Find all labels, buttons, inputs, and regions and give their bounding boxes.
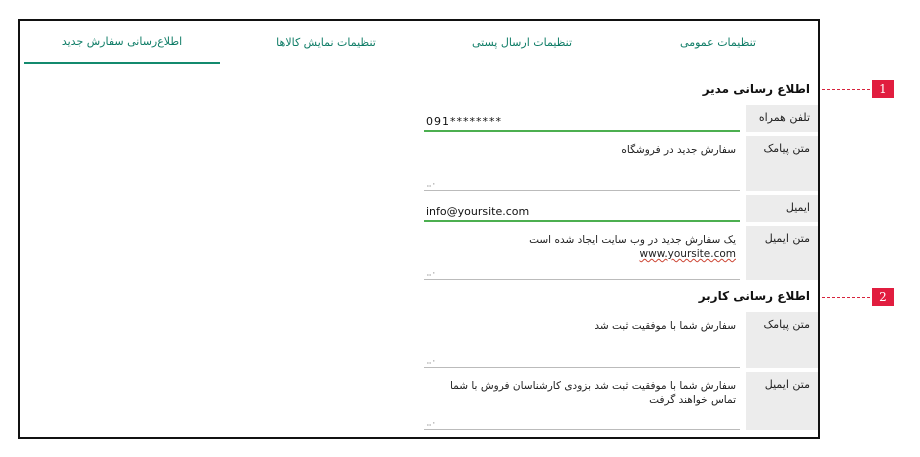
tab-product-display-settings[interactable]: تنظیمات نمایش کالاها bbox=[276, 35, 376, 49]
resize-handle-icon[interactable]: ⣀⠄ bbox=[426, 417, 438, 426]
admin-email-row bbox=[424, 195, 818, 222]
admin-email-text-row bbox=[424, 226, 818, 280]
tab-general-settings[interactable]: تنظیمات عمومی bbox=[680, 35, 756, 49]
callout-badge-1: 1 bbox=[872, 80, 894, 98]
user-sms-text: سفارش شما با موفقیت ثبت شد bbox=[594, 320, 736, 332]
tab-new-order-notification[interactable]: اطلاع‌رسانی سفارش جدید bbox=[24, 21, 220, 64]
email-text-label: متن ایمیل bbox=[746, 226, 818, 280]
user-sms-textarea[interactable] bbox=[424, 312, 740, 368]
tab-bar bbox=[20, 21, 818, 65]
user-email-text-line1: سفارش شما با موفقیت ثبت شد بزودی کارشناسان فروش با شما bbox=[449, 380, 736, 392]
admin-sms-row bbox=[424, 136, 818, 191]
user-email-text-label: متن ایمیل bbox=[746, 372, 818, 430]
user-notification-title: اطلاع رسانی کاربر bbox=[698, 289, 810, 303]
admin-notification-title: اطلاع رسانی مدیر bbox=[702, 82, 810, 96]
user-sms-label: متن پیامک bbox=[746, 312, 818, 368]
resize-handle-icon[interactable]: ⣀⠄ bbox=[426, 178, 438, 187]
admin-sms-text: سفارش جدید در فروشگاه bbox=[621, 144, 736, 156]
settings-panel bbox=[18, 19, 820, 439]
callout-line-2 bbox=[822, 297, 870, 298]
user-email-text-line2: تماس خواهند گرفت bbox=[649, 394, 736, 406]
sms-label: متن پیامک bbox=[746, 136, 818, 191]
email-value: info@yoursite.com bbox=[426, 205, 530, 218]
admin-email-textarea[interactable] bbox=[424, 226, 740, 280]
callout-line-1 bbox=[822, 89, 870, 90]
email-field[interactable] bbox=[424, 195, 740, 222]
admin-phone-row bbox=[424, 105, 818, 132]
resize-handle-icon[interactable]: ⣀⠄ bbox=[426, 355, 438, 364]
admin-email-text-line1: یک سفارش جدید در وب سایت ایجاد شده است bbox=[529, 234, 736, 246]
tab-shipping-settings[interactable]: تنظیمات ارسال پستی bbox=[471, 35, 573, 49]
phone-value: 091******** bbox=[426, 115, 502, 128]
admin-email-text-url: www.yoursite.com bbox=[639, 248, 736, 260]
resize-handle-icon[interactable]: ⣀⠄ bbox=[426, 267, 438, 276]
email-label: ایمیل bbox=[746, 195, 818, 222]
callout-badge-2: 2 bbox=[872, 288, 894, 306]
admin-email-text bbox=[436, 233, 736, 261]
phone-label: تلفن همراه bbox=[746, 105, 818, 132]
user-email-text bbox=[436, 379, 736, 407]
user-email-text-row bbox=[424, 372, 818, 430]
phone-field[interactable] bbox=[424, 105, 740, 132]
user-sms-row bbox=[424, 312, 818, 368]
user-email-textarea[interactable] bbox=[424, 372, 740, 430]
admin-sms-textarea[interactable] bbox=[424, 136, 740, 191]
